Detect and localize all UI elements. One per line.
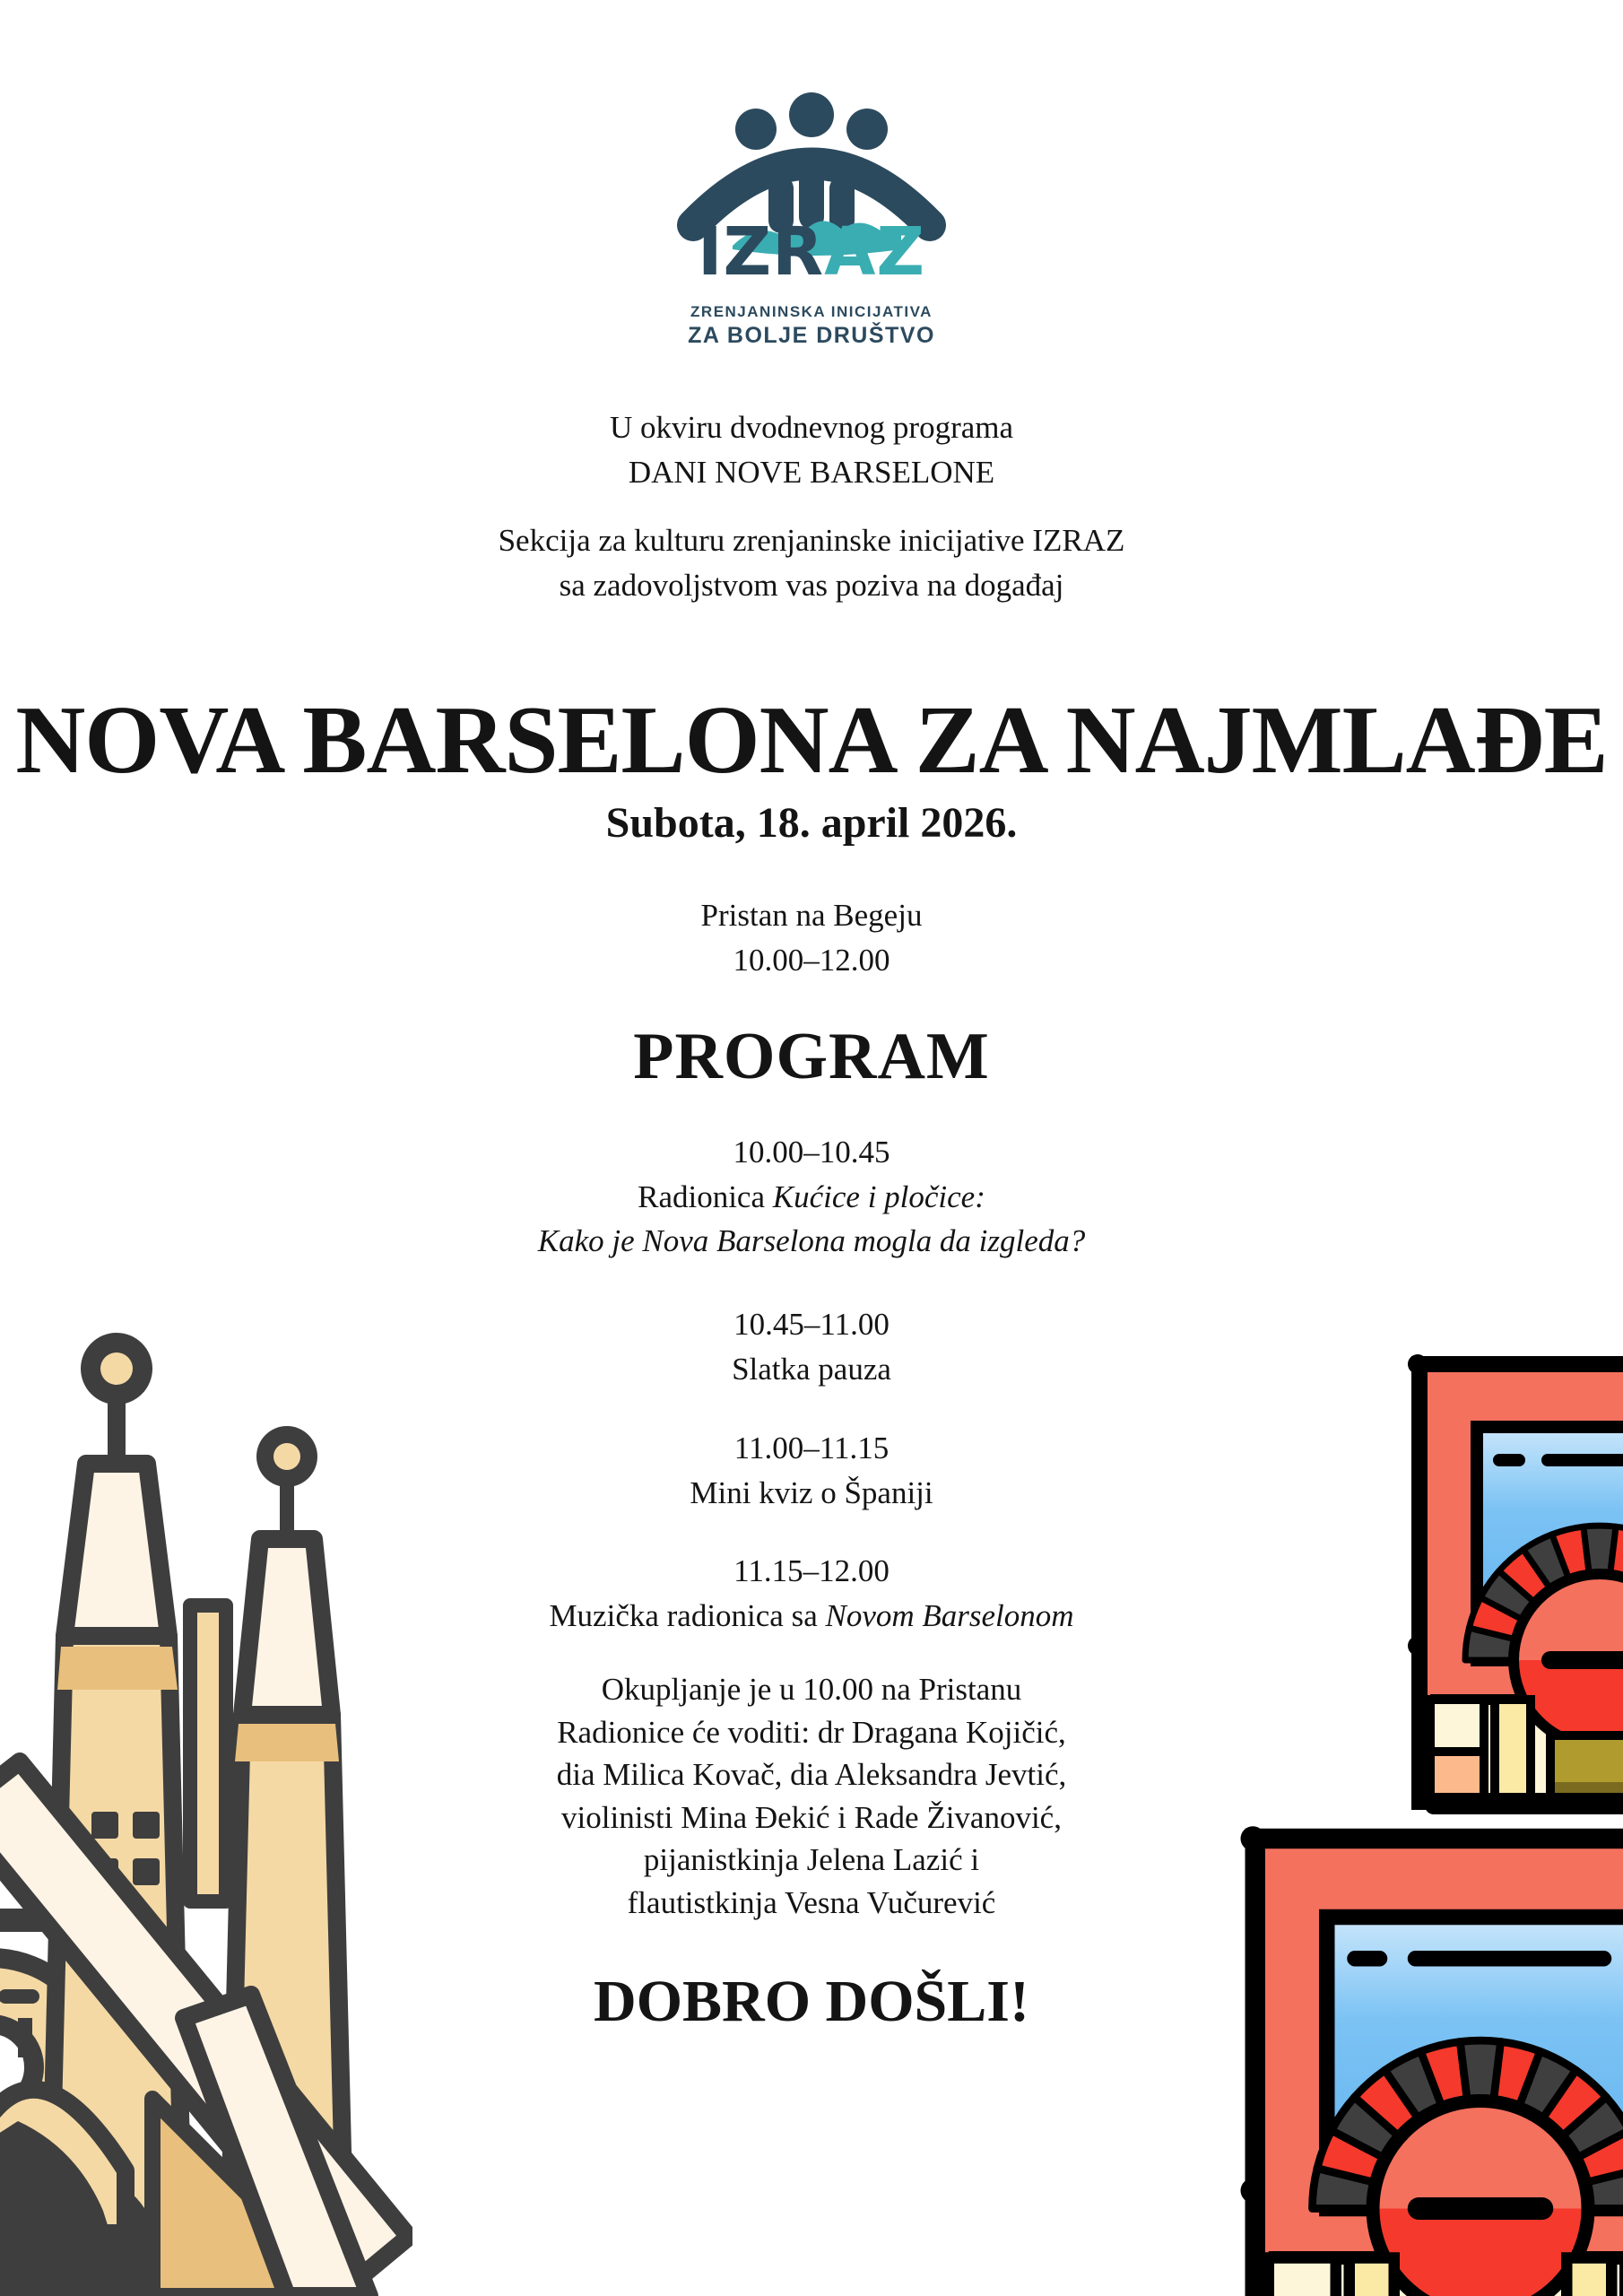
details-line5: pijanistkinja Jelena Lazić i (643, 1842, 980, 1878)
program-item-1 (0, 1130, 1623, 1264)
logo-wordmark (0, 213, 1623, 291)
logo-tagline-line2: ZA BOLJE DRUŠTVO (688, 323, 935, 348)
sagrada-familia-towers-illustration (0, 1309, 412, 2296)
mezquita-arch-illustration (1239, 1821, 1623, 2296)
program-item-4-title: Muzička radionica sa Novom Barselonom (549, 1597, 1074, 1633)
details-line4: violinisti Mina Đekić i Rade Živanović, (561, 1799, 1062, 1835)
logo-tagline-line1: ZRENJANINSKA INICIJATIVA (690, 303, 933, 320)
event-title: NOVA BARSELONA ZA NAJMLAĐE (15, 687, 1608, 794)
program-item-1-title: Radionica Kućice i pločice: (638, 1178, 985, 1214)
event-date: Subota, 18. april 2026. (605, 799, 1018, 847)
intro-invitation (0, 518, 1623, 607)
details-line3: dia Milica Kovač, dia Aleksandra Jevtić, (556, 1757, 1067, 1793)
intro-line1: U okviru dvodnevnog programa (609, 410, 1014, 445)
details-line1: Okupljanje je u 10.00 na Pristanu (601, 1672, 1022, 1707)
logo-wordmark-navy: IZR (697, 213, 825, 291)
event-time: 10.00–12.00 (733, 942, 890, 978)
program-heading: PROGRAM (633, 1020, 990, 1093)
intro-line3: Sekcija za kulturu zrenjaninske inicijative IZRAZ (498, 523, 1125, 558)
details-line6: flautistkinja Vesna Vučurević (627, 1884, 996, 1920)
program-item-1-subtitle: Kako je Nova Barselona mogla da izgleda? (537, 1223, 1086, 1259)
intro-line4: sa zadovoljstvom vas poziva na događaj (559, 567, 1064, 603)
event-venue: Pristan na Begeju (700, 898, 923, 933)
closing-message: DOBRO DOŠLI! (594, 1969, 1029, 2034)
program-item-2-time: 10.45–11.00 (733, 1307, 890, 1342)
intro-line2: DANI NOVE BARSELONE (628, 454, 995, 490)
program-item-3-time: 11.00–11.15 (733, 1431, 890, 1465)
event-venue-time (0, 893, 1623, 982)
program-item-4-time: 11.15–12.00 (733, 1553, 890, 1588)
logo-wordmark-teal: AZ (824, 213, 926, 291)
program-item-2-title: Slatka pauza (732, 1351, 891, 1387)
mezquita-arch-illustration (1407, 1350, 1623, 1816)
details-line2: Radionice će voditi: dr Dragana Kojičić, (557, 1714, 1066, 1750)
program-item-3-title: Mini kviz o Španiji (690, 1474, 933, 1510)
program-item-1-time: 10.00–10.45 (733, 1135, 890, 1170)
intro-program-context (0, 405, 1623, 494)
